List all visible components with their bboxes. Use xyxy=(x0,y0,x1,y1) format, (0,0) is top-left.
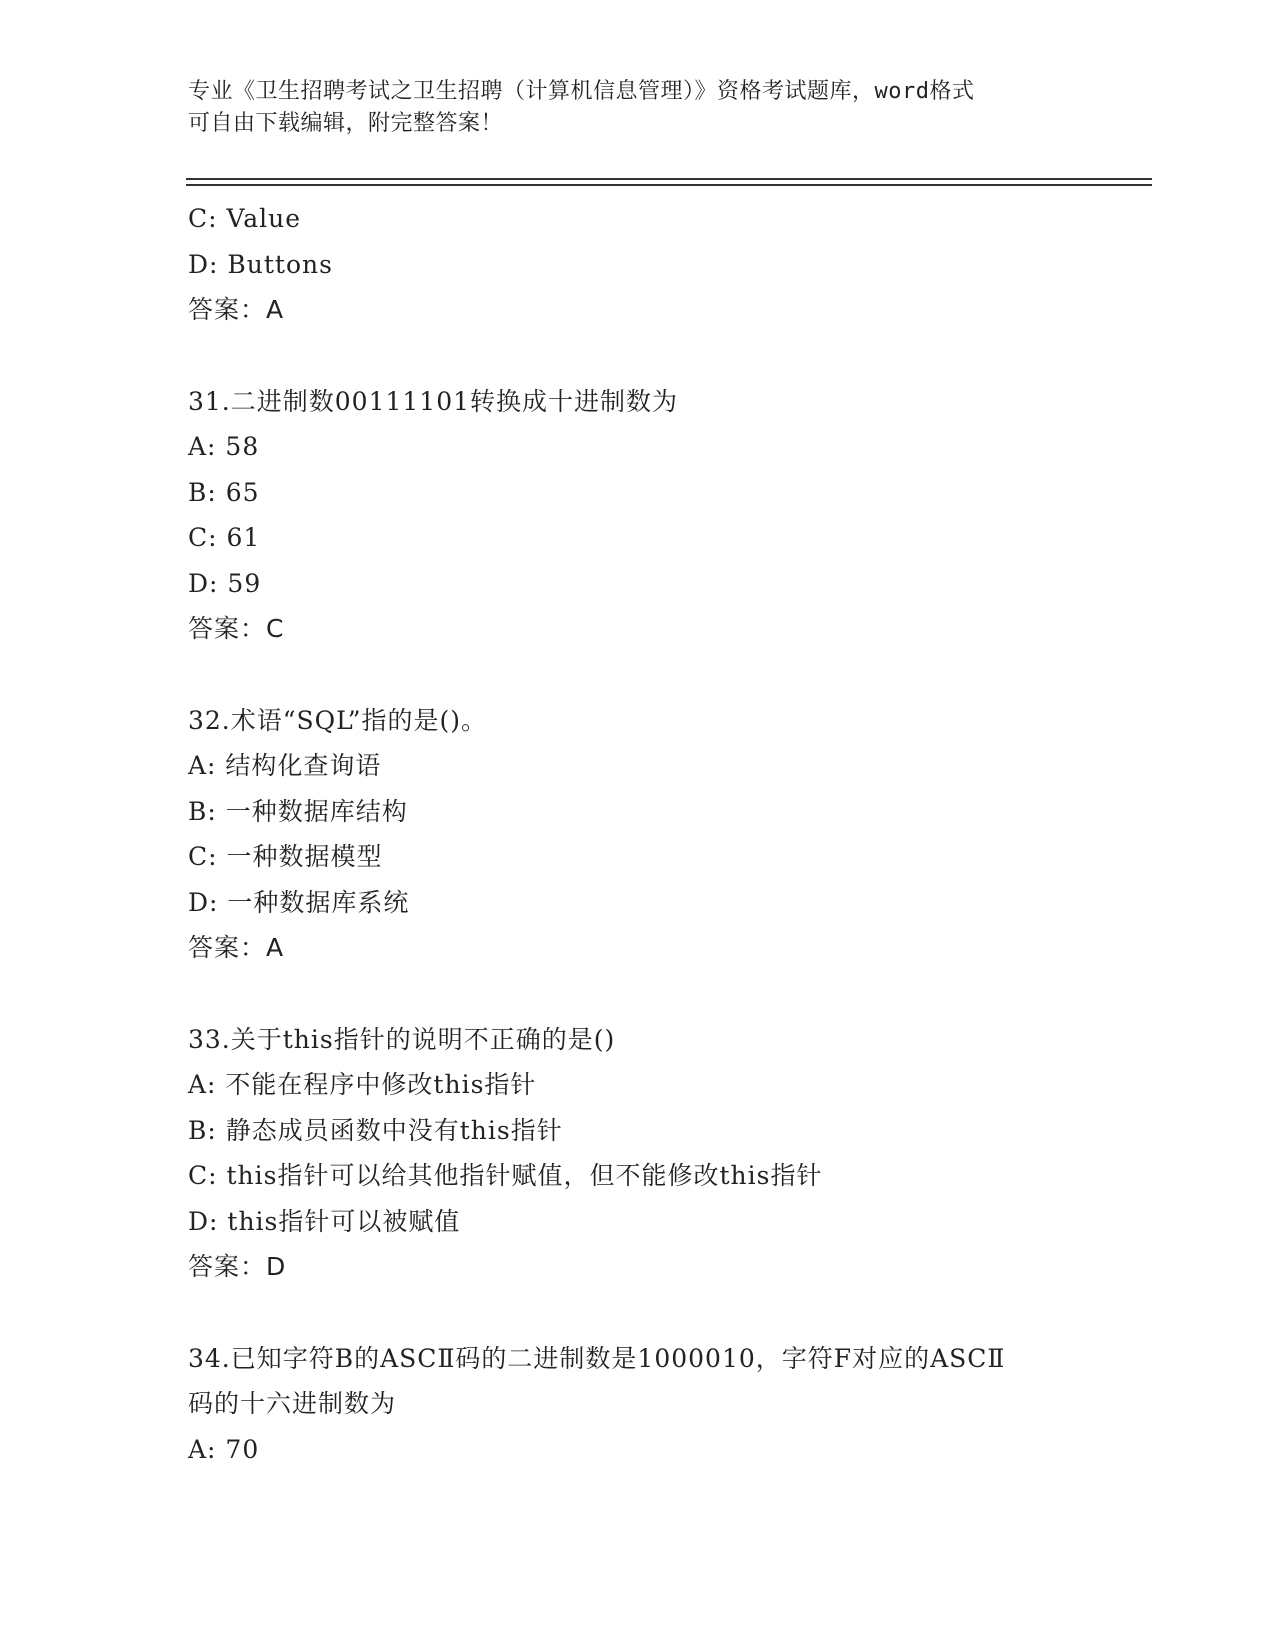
spacer xyxy=(188,652,1148,698)
q33-option-c: C: this指针可以给其他指针赋值，但不能修改this指针 xyxy=(188,1161,823,1190)
q34-option-a: A: 70 xyxy=(188,1434,260,1464)
q30-option-d: D: Buttons xyxy=(188,249,333,279)
q33-option-d: D: this指针可以被赋值 xyxy=(188,1206,461,1236)
q33-option-a: A: 不能在程序中修改this指针 xyxy=(188,1070,537,1099)
q34-title-line-1: 34.已知字符B的ASCⅡ码的二进制数是1000010，字符F对应的ASCⅡ xyxy=(188,1343,1006,1373)
q32-option-d: D: 一种数据库系统 xyxy=(188,887,410,917)
q33-answer: 答案：D xyxy=(188,1252,287,1281)
q32-option-b: B: 一种数据库结构 xyxy=(188,796,408,826)
q32-option-c: C: 一种数据模型 xyxy=(188,842,383,871)
q30-option-c: C: Value xyxy=(188,204,302,233)
q34-title-line-2: 码的十六进制数为 xyxy=(188,1389,397,1418)
q31-option-c: C: 61 xyxy=(188,523,261,552)
q32-option-a: A: 结构化查询语 xyxy=(188,751,382,780)
header-divider-top xyxy=(186,178,1152,180)
header-line-1: 专业《卫生招聘考试之卫生招聘（计算机信息管理）》资格考试题库，word格式 xyxy=(188,79,975,104)
q32-answer: 答案：A xyxy=(188,933,285,962)
q31-title: 31.二进制数00111101转换成十进制数为 xyxy=(188,386,679,416)
q30-answer: 答案：A xyxy=(188,295,285,324)
spacer xyxy=(188,971,1148,1017)
q33-title: 33.关于this指针的说明不正确的是() xyxy=(188,1024,616,1054)
spacer xyxy=(188,333,1148,379)
document-header xyxy=(188,76,1088,140)
header-line-2: 可自由下载编辑，附完整答案！ xyxy=(188,111,504,136)
q33-option-b: B: 静态成员函数中没有this指针 xyxy=(188,1115,563,1145)
q31-option-d: D: 59 xyxy=(188,568,262,598)
q31-answer: 答案：C xyxy=(188,614,285,643)
spacer xyxy=(188,1290,1148,1336)
q31-option-b: B: 65 xyxy=(188,477,260,507)
header-divider-bottom xyxy=(186,184,1152,186)
q31-option-a: A: 58 xyxy=(188,432,260,461)
q32-title: 32.术语“SQL”指的是()。 xyxy=(188,705,488,735)
question-list xyxy=(188,196,1148,1472)
